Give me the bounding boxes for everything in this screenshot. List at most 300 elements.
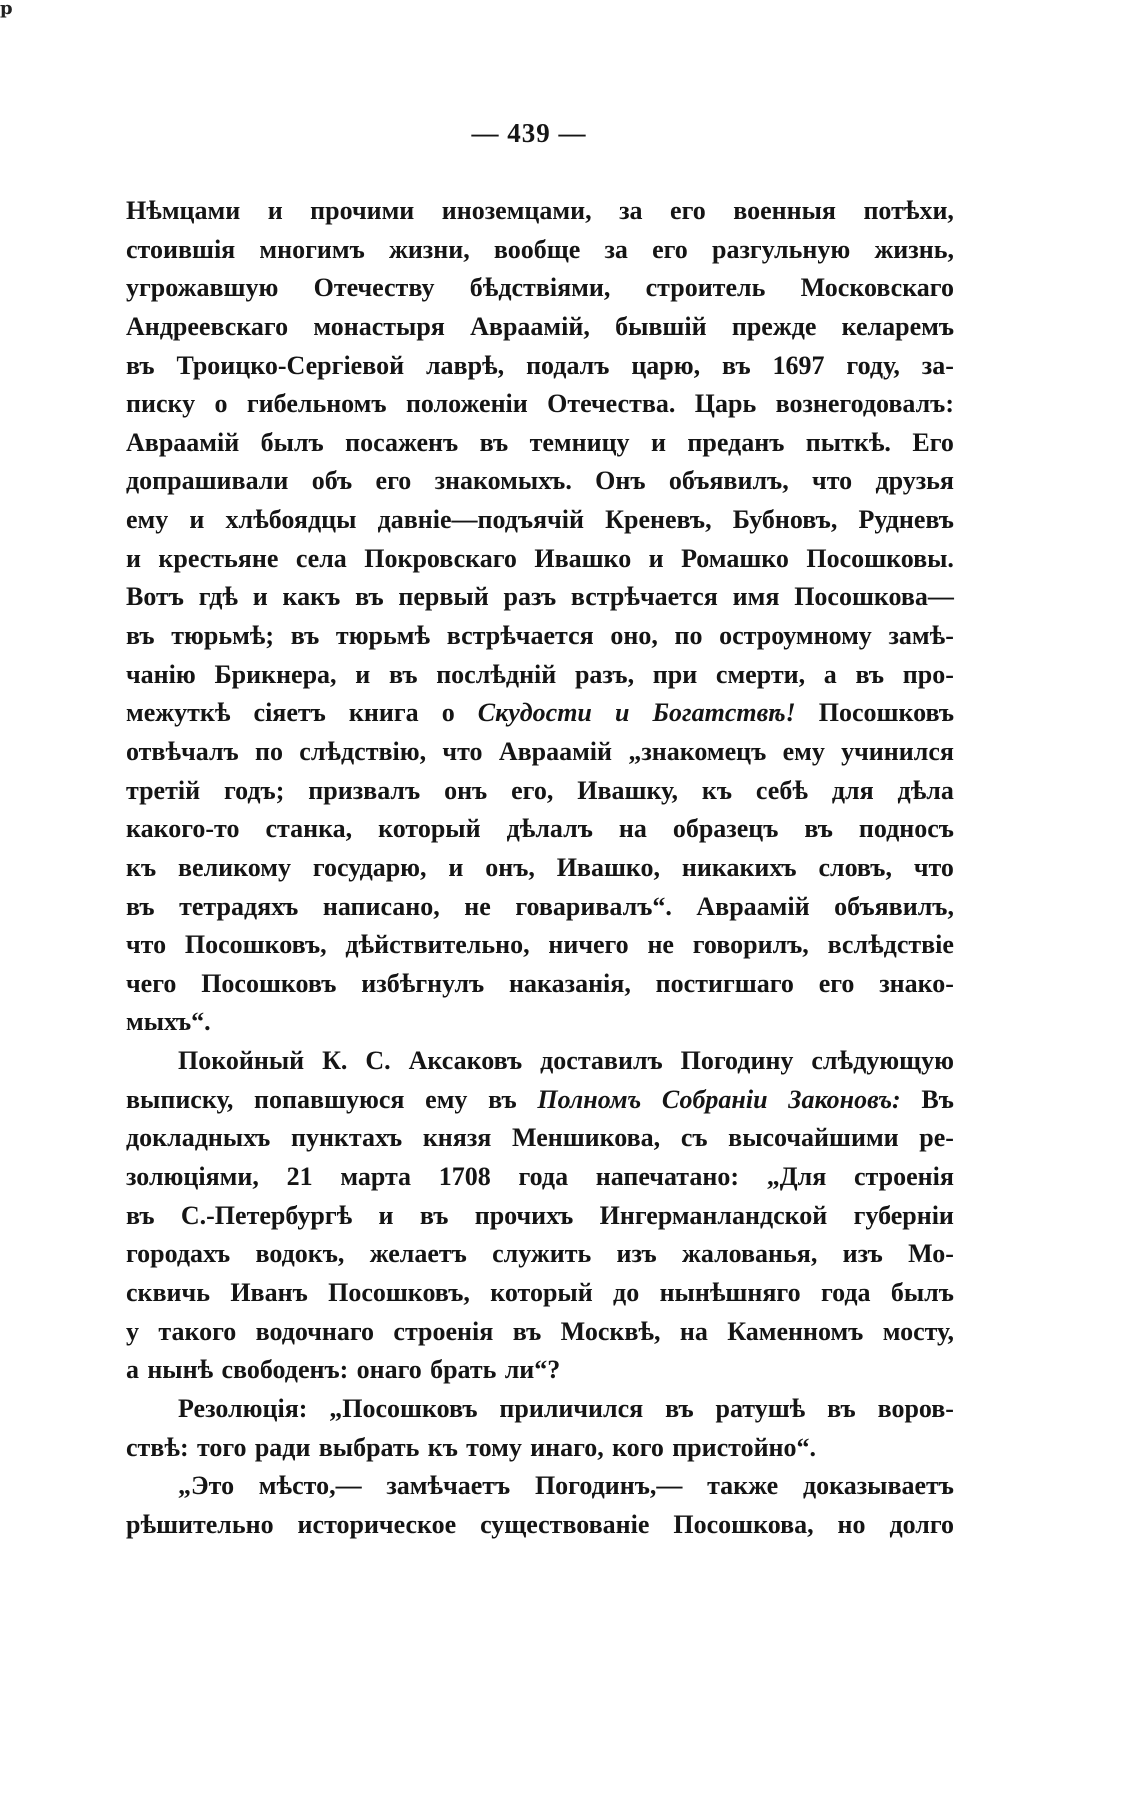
text-line [126,810,954,849]
word: имя [732,582,780,612]
word: разгульную [711,234,851,264]
word: не [464,891,491,921]
word: долго [889,1509,954,1539]
word: чанію [126,659,196,689]
word: ли“? [504,1355,561,1385]
word: что [126,930,167,960]
word: съ [680,1123,708,1153]
word: „Это [178,1471,235,1501]
word: Авраамій, [470,311,590,341]
text-line [126,733,954,772]
word: строенія [854,1162,954,1192]
word: онъ, [485,852,535,882]
text-line [126,888,954,927]
word: Отечеству [313,273,435,303]
word: и [448,852,464,882]
word: смерти, [715,659,806,689]
word: жизнь, [874,234,954,264]
word: и [614,698,630,728]
word: преданъ [687,427,785,457]
word: себѣ [755,775,808,805]
word: образецъ [672,814,779,844]
word: Резолюція: [178,1393,308,1423]
word: дѣйствительно, [345,930,530,960]
word: призвалъ [308,775,421,805]
text-line [126,1119,954,1158]
text-line [126,1235,954,1274]
word: водокъ, [255,1239,345,1269]
word: о [441,698,455,728]
word: и [378,1200,394,1230]
word: темницу [529,427,630,457]
word: наказанія, [509,968,631,998]
word: мѣсто,— [258,1471,362,1501]
word: Меншикова, [512,1123,661,1153]
word: стоившія [126,234,236,264]
word: къ [126,852,157,882]
word: тому [466,1432,522,1462]
text-line [126,1042,954,1081]
text-line [126,192,954,231]
word: воров- [877,1393,954,1423]
word: 21 [286,1162,313,1192]
word: Его [912,427,954,457]
word: написано, [322,891,440,921]
word: С.-Петербургѣ [180,1200,353,1230]
word: доставилъ [540,1046,663,1076]
word: въ [126,891,155,921]
word: К. [322,1046,348,1076]
word: и [651,427,666,457]
word: 1708 [438,1162,491,1192]
word: въ [126,1200,155,1230]
word: замѣ- [888,621,954,651]
word: ему [782,736,825,766]
word: вслѣдствіе [827,930,954,960]
word: первый [398,582,489,612]
word: государю, [312,852,427,882]
word: объявилъ, [668,466,789,496]
word: Посошковъ [818,698,954,728]
word: у [126,1316,139,1346]
word: Посошкова, [673,1509,814,1539]
word: какъ [282,582,341,612]
text-line [126,347,954,386]
word: годъ; [223,775,285,805]
text-line [126,501,954,540]
word: для [831,775,874,805]
word: Каменномъ [727,1316,864,1346]
body-text [126,192,954,1544]
word: Ивашко [534,543,632,573]
word: вообще [493,234,581,264]
word: къ [701,775,733,805]
word: а [823,659,837,689]
word: губерніи [853,1200,954,1230]
word: слѣдующую [811,1046,954,1076]
word: въ [355,582,384,612]
word: говаривалъ“. [515,891,672,921]
word: инаго, [530,1432,604,1462]
word: который [490,1277,593,1307]
word: года [518,1162,569,1192]
word: и [355,659,371,689]
word: какого-то [126,814,240,844]
text-line [126,1274,954,1313]
text-line [126,926,954,965]
word: свободенъ: [221,1355,349,1385]
word: тюрьмѣ [335,621,431,651]
text-line [126,308,954,347]
word: 1697 [772,350,825,380]
word: Рудневъ [858,505,954,535]
word: Посошкова— [794,582,954,612]
text-line [126,1429,954,1468]
word: подалъ [526,350,610,380]
word: пристойно“. [672,1432,817,1462]
word: оно, [610,621,658,651]
word: учинился [841,736,954,766]
text-line [126,1003,954,1042]
word: книга [348,698,419,728]
word: угрожавшую [126,273,279,303]
word: за [604,234,628,264]
text-line [126,1351,954,1390]
text-line [126,694,954,733]
word: что [913,852,954,882]
word: дѣлалъ [506,814,593,844]
word: въ [488,1084,517,1114]
word: Бубновъ, [732,505,838,535]
word: остроумному [719,621,872,651]
word: городахъ [126,1239,231,1269]
word: Троицко-Сергіевой [176,350,405,380]
word: его, [511,775,554,805]
word: ничего [548,930,629,960]
word: въ [512,1316,542,1346]
word: „знакомецъ [628,736,767,766]
word: объявилъ, [834,891,954,921]
word: Погодину [680,1046,794,1076]
word: великому [177,852,291,882]
word: встрѣчается [446,621,594,651]
word: въ [665,1393,694,1423]
word: прочими [310,196,415,225]
word: монастыря [313,311,445,341]
word: въ [855,659,885,689]
word: пунктахъ [290,1123,403,1153]
word: въ [126,621,155,651]
word: жалованья, [682,1239,818,1269]
word: слѣдствію, [299,736,427,766]
word: Андреевскаго [126,311,289,341]
word: чего [126,968,177,998]
word: постигшаго [655,968,794,998]
text-line [126,578,954,617]
word: мосту, [882,1316,954,1346]
word: Креневъ, [605,505,712,535]
word: изъ [616,1239,657,1269]
word: Онъ [595,466,646,496]
word: ему [425,1084,468,1114]
word: былъ [890,1277,954,1307]
word: пыткѣ. [805,427,891,457]
word: что [812,466,853,496]
word: въ [419,1200,449,1230]
word: потѣхи, [863,196,954,225]
word: и [648,543,664,573]
word: станка, [265,814,353,844]
word: прежде [731,311,817,341]
word: друзья [875,466,954,496]
word: въ [722,350,751,380]
word: Вотъ [126,582,184,612]
text-line [126,1081,954,1120]
word: его [375,466,412,496]
word: никакихъ [681,852,797,882]
word: бывшій [615,311,707,341]
word: Москвѣ, [560,1316,661,1346]
word: прочихъ [474,1200,574,1230]
word: въ [479,427,509,457]
word: строенія [393,1316,494,1346]
word: Скудости [477,698,592,728]
word: разъ, [574,659,635,689]
text-line [126,1506,954,1545]
word: и [126,543,141,573]
word: словъ, [818,852,892,882]
text-line [126,1390,954,1429]
text-line [126,462,954,501]
word: и [189,505,205,535]
word: избѣгнулъ [361,968,485,998]
word: Полномъ [537,1084,642,1114]
word: что [442,736,483,766]
word: доказываетъ [802,1471,954,1501]
word: положеніи [405,389,528,419]
word: существованіе [480,1509,650,1539]
word: знакомыхъ. [434,466,572,496]
word: дѣла [897,775,954,805]
word: Иванъ [230,1277,308,1307]
word: говорилъ, [692,930,809,960]
word: его [818,968,855,998]
word: и [252,582,268,612]
word: Покровскаго [364,543,517,573]
word: гдѣ [198,582,238,612]
word: „Посошковъ [329,1393,478,1423]
word: ре- [919,1123,954,1153]
text-line [126,269,954,308]
word: Авраамій [696,891,810,921]
word: Ивашку, [577,775,678,805]
word: въ [126,350,155,380]
word: Нѣмцами [126,196,241,225]
word: гибельномъ [246,389,387,419]
text-line [126,1197,954,1236]
word: за- [921,350,954,380]
page-number: — 439 — [471,118,587,148]
text-line [126,617,954,656]
word: Посошковъ, [184,930,327,960]
word: желаетъ [369,1239,467,1269]
word: келаремъ [841,311,954,341]
word: не [647,930,674,960]
word: мыхъ“. [126,1007,211,1037]
text-line [126,385,954,424]
word: историческое [297,1509,457,1539]
word: ради [254,1432,311,1462]
word: брать [430,1355,497,1385]
word: онъ [444,775,488,805]
text-line [126,1467,954,1506]
word: иноземцами, [441,196,592,225]
word: Авраамій [126,427,240,457]
word: напечатано: [595,1162,740,1192]
word: до [613,1277,640,1307]
word: служить [492,1239,592,1269]
word: Царь [694,389,757,419]
word: Посошковы. [806,543,954,573]
word: давніе—подъячій [377,505,584,535]
word: нынѣ [147,1355,214,1385]
word: Отечества. [547,389,676,419]
word: года [820,1277,871,1307]
word: кого [612,1432,664,1462]
word: Ивашко, [556,852,661,882]
word: высочайшими [728,1123,899,1153]
word: Посошковъ, [328,1277,470,1307]
word: о [214,389,228,419]
word: Въ [921,1084,954,1114]
word: Мо- [908,1239,954,1269]
word: ствѣ: [126,1432,189,1462]
word: выписку, [126,1084,234,1114]
word: онаго [356,1355,422,1385]
word: къ [427,1432,458,1462]
word: въ [388,659,418,689]
word: тетрадяхъ [179,891,299,921]
word: С. [365,1046,391,1076]
word: хлѣбоядцы [225,505,357,535]
word: третій [126,775,201,805]
word: приличился [499,1393,644,1423]
word: жизни, [388,234,470,264]
word: посаженъ [345,427,459,457]
text-line [126,656,954,695]
word: нынѣшняго [659,1277,801,1307]
word: крестьяне [158,543,279,573]
word: межуткѣ [126,698,231,728]
word: Ромашко [681,543,789,573]
word: его [670,196,706,225]
word: писку [126,389,196,419]
word: его [652,234,688,264]
word: объ [311,466,353,496]
word: водочнаго [255,1316,375,1346]
word: Авраамій [498,736,613,766]
word: но [837,1509,866,1539]
word: Посошковъ [201,968,337,998]
text-line [126,540,954,579]
word: такого [158,1316,237,1346]
word: за [619,196,643,225]
word: при [652,659,698,689]
word: Ингерманландской [599,1200,828,1230]
word: допрашивали [126,466,289,496]
word: послѣдній [436,659,557,689]
text-line [126,1313,954,1352]
text-line [126,849,954,888]
word: сіяетъ [253,698,326,728]
word: про- [902,659,954,689]
word: и [267,196,283,225]
word: по [674,621,703,651]
word: села [295,543,347,573]
word: ему [126,505,169,535]
word: разъ [503,582,557,612]
word: году, [846,350,900,380]
word: на [618,814,647,844]
word: того [196,1432,247,1462]
word: сквичь [126,1277,210,1307]
word: отвѣчалъ [126,736,239,766]
word: ратушѣ [715,1393,806,1423]
word: знако- [879,968,954,998]
word: бѣдствіями, [469,273,611,303]
text-line [126,965,954,1004]
word: былъ [260,427,324,457]
word: князя [422,1123,492,1153]
word: царю, [631,350,701,380]
word: Брикнера, [214,659,337,689]
word: также [707,1471,779,1501]
word: изъ [842,1239,883,1269]
word: марта [340,1162,412,1192]
word: строитель [645,273,766,303]
word: Богатствѣ! [652,698,796,728]
word: Московскаго [800,273,954,303]
text-line [126,772,954,811]
word: на [679,1316,708,1346]
corner-mark: р [0,0,13,19]
word: въ [827,1393,856,1423]
word: а [126,1355,139,1385]
word: попавшуюся [254,1084,405,1114]
word: тюрьмѣ; [171,621,275,651]
word: военныя [733,196,836,225]
word: въ [804,814,833,844]
word: лаврѣ, [425,350,505,380]
word: Погодинъ,— [534,1471,683,1501]
word: докладныхъ [126,1123,271,1153]
word: многимъ [259,234,365,264]
word: золюціями, [126,1162,259,1192]
word: по [255,736,283,766]
word: подносъ [858,814,954,844]
word: рѣшительно [126,1509,274,1539]
word: Аксаковъ [408,1046,523,1076]
text-line [126,1158,954,1197]
word: встрѣчается [570,582,718,612]
word: который [378,814,481,844]
word: вознегодовалъ: [775,389,954,419]
word: въ [290,621,320,651]
word: Покойный [178,1046,305,1076]
word: „Для [766,1162,827,1192]
word: Собраніи [661,1084,768,1114]
word: замѣчаетъ [386,1471,511,1501]
